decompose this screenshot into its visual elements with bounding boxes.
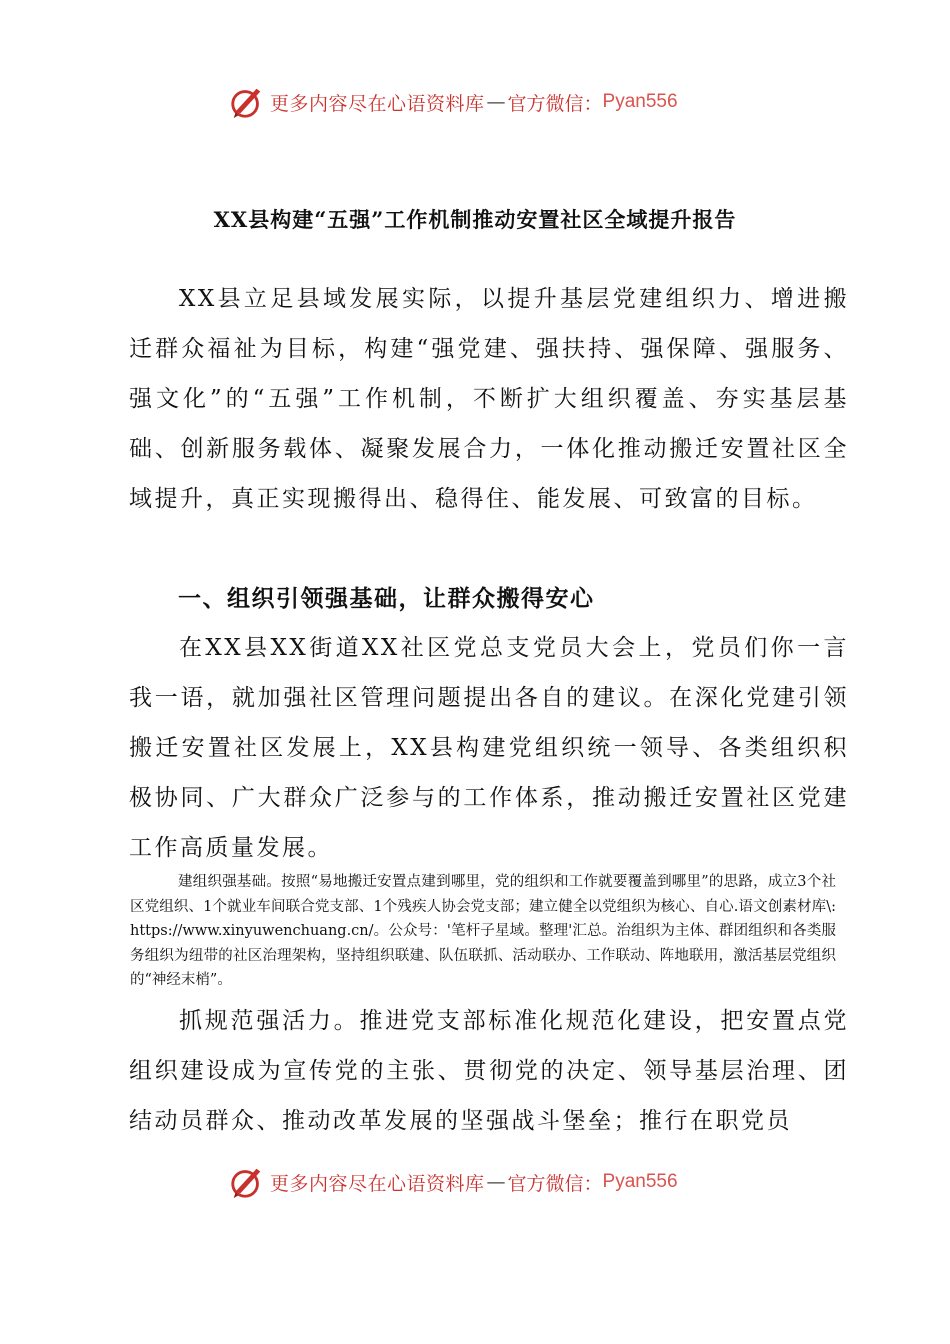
watermark-wechat-label: 官方微信： <box>507 92 603 115</box>
document-title: XX县构建“五强”工作机制推动安置社区全域提升报告 <box>213 207 737 232</box>
section-heading: 一、组织引领强基础，让群众搬得安心 <box>178 585 595 612</box>
intro-paragraph: XX县立足县域发展实际，以提升基层党建组织力、增进搬迁群众福祉为目标，构建“强党建、强扶持、强保障、强服务、强文化”的“五强”工作机制，不断扩大组织覆盖、夯实基层基础、创新服务载体、凝聚发展合力，一体化推动搬迁安置社区全域提升，真正实现搬得出、稳得住、能发展、可致富的目标。 <box>129 286 849 512</box>
quill-pen-logo-icon <box>228 1163 266 1201</box>
watermark-dash: — <box>486 1171 506 1193</box>
watermark-banner-top <box>228 82 678 122</box>
watermark-banner-bottom <box>228 1162 678 1202</box>
watermark-text: 更多内容尽在心语资料库 <box>270 1172 485 1195</box>
quill-pen-logo-icon <box>228 83 266 121</box>
watermark-text: 更多内容尽在心语资料库 <box>270 92 485 115</box>
watermark-wechat-label: 官方微信： <box>507 1172 603 1195</box>
section-small-paragraph: 建组织强基础。按照“易地搬迁安置点建到哪里，党的组织和工作就要覆盖到哪里”的思路，成立3个社区党组织、1个就业车间联合党支部、1个残疾人协会党支部；建立健全以党组织为核心、自心.语文创素材库\: https://www.xinyuwenchuang.cn/。公众号：'笔杆子星域。整理'汇总。治组织为主体、群团组织和各类服务组织为纽带的社区治理架构，坚持组织联建、队伍联抓、活动联办、工作联动、阵地联用，激活基层党组织的“神经末梢”。 <box>130 874 836 988</box>
section-paragraph-1: 在XX县XX街道XX社区党总支党员大会上，党员们你一言我一语，就加强社区管理问题提出各自的建议。在深化党建引领搬迁安置社区发展上，XX县构建党组织统一领导、各类组织积极协同、广大群众广泛参与的工作体系，推动搬迁安置社区党建工作高质量发展。 <box>129 635 849 861</box>
watermark-wechat-id: Pyan556 <box>602 91 678 112</box>
watermark-dash: — <box>486 91 506 113</box>
section-paragraph-2: 抓规范强活力。推进党支部标准化规范化建设，把安置点党组织建设成为宣传党的主张、贯彻党的决定、领导基层治理、团结动员群众、推动改革发展的坚强战斗堡垒；推行在职党员 <box>129 1008 849 1134</box>
watermark-wechat-id: Pyan556 <box>602 1171 678 1192</box>
